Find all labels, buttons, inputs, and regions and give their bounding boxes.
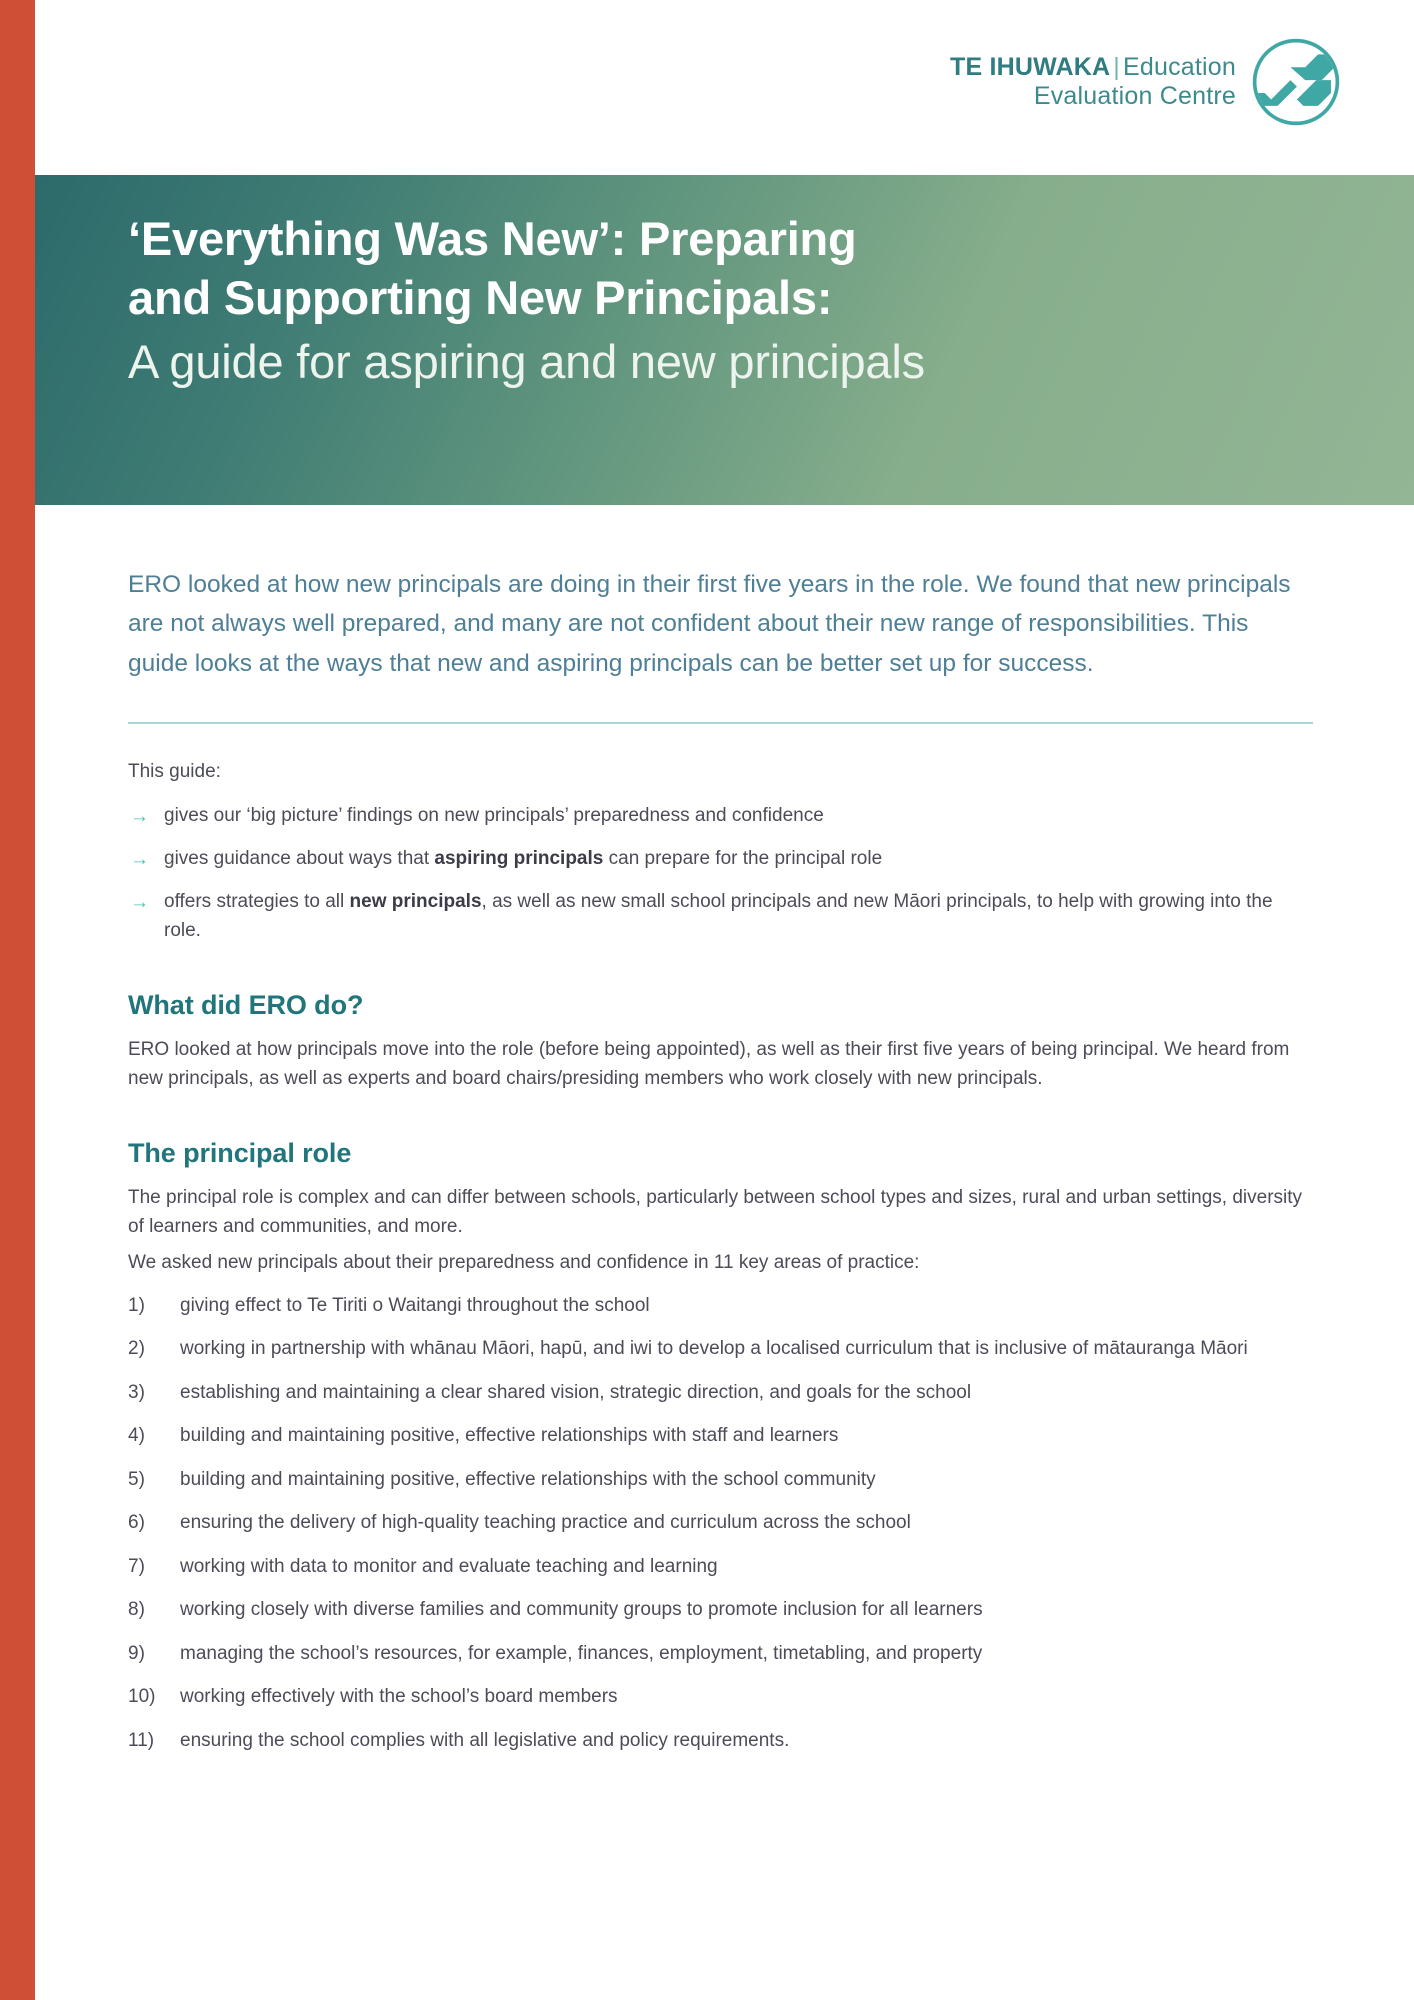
- table-row: [128, 1466, 1313, 1495]
- table-row: [128, 1379, 1313, 1408]
- bullet-text-bold: aspiring principals: [434, 847, 604, 869]
- horizontal-divider: [128, 722, 1313, 724]
- list-item-number: 4): [128, 1425, 145, 1447]
- bullet-text-post: can prepare for the principal role: [603, 847, 883, 869]
- list-item-number: 9): [128, 1642, 145, 1664]
- document-title-line-2: and Supporting New Principals:: [128, 271, 833, 325]
- list-item-text: giving effect to Te Tiriti o Waitangi throughout the school: [180, 1294, 650, 1316]
- list-item-number: 10): [128, 1686, 156, 1708]
- list-item-text: establishing and maintaining a clear shared vision, strategic direction, and goals for the school: [180, 1381, 972, 1403]
- list-item-number: 6): [128, 1512, 145, 1534]
- masthead-logo: [950, 36, 1342, 128]
- list-item-text: working closely with diverse families and community groups to promote inclusion for all learners: [180, 1599, 983, 1621]
- table-row: [128, 1292, 1313, 1321]
- bullet-text-post: , as well as new small school principals and new Māori principals, to help with growing into the role.: [164, 890, 1273, 941]
- guide-lead-in: This guide:: [128, 760, 221, 782]
- title-banner-content: [128, 209, 1374, 393]
- list-item-number: 7): [128, 1555, 145, 1577]
- guide-bullet-list: [128, 802, 1313, 946]
- intro-paragraph: ERO looked at how new principals are doing in their first five years in the role. We found that new principals are not always well prepared, and many are not confident about their new range of responsibilities. This guide looks at the ways that new and aspiring principals can be better set up for success.: [128, 570, 1291, 677]
- logo-org-prefix: TE IHUWAKA: [949, 52, 1111, 81]
- document-subtitle: A guide for aspiring and new principals: [128, 335, 925, 389]
- list-item-number: 11): [128, 1729, 155, 1751]
- table-row: [128, 1553, 1313, 1582]
- principal-role-paragraph-1: The principal role is complex and can differ between schools, particularly between school types and sizes, rural and urban settings, diversity of learners and communities, and more.: [128, 1186, 1303, 1238]
- arrow-bullet-icon: →: [130, 806, 149, 828]
- left-edge-stripe: [0, 0, 35, 2000]
- section-heading-what-did-ero-do: What did ERO do?: [128, 989, 364, 1020]
- bullet-text-bold: new principals: [349, 890, 482, 912]
- arrow-bullet-icon: →: [130, 848, 149, 870]
- table-row: [128, 1596, 1313, 1625]
- principal-role-paragraph-2: We asked new principals about their preparedness and confidence in 11 key areas of practice:: [128, 1252, 920, 1274]
- table-row: [128, 1683, 1313, 1712]
- list-item-text: working in partnership with whānau Māori, hapū, and iwi to develop a localised curriculum that is inclusive of mātauranga Māori: [180, 1338, 1248, 1360]
- list-item-text: building and maintaining positive, effective relationships with staff and learners: [180, 1425, 839, 1447]
- table-row: [128, 1335, 1313, 1364]
- logo-line-1: [950, 53, 1236, 83]
- list-item-text: managing the school’s resources, for example, finances, employment, timetabling, and property: [180, 1642, 983, 1664]
- logo-wordmark: [950, 53, 1236, 112]
- list-item-text: ensuring the delivery of high-quality teaching practice and curriculum across the school: [180, 1512, 911, 1534]
- bullet-text-pre: gives our ‘big picture’ findings on new principals’ preparedness and confidence: [164, 805, 824, 827]
- bullet-text-pre: gives guidance about ways that: [164, 847, 435, 869]
- document-page: [35, 0, 1414, 2000]
- table-row: [128, 1727, 1313, 1756]
- list-item-text: ensuring the school complies with all legislative and policy requirements.: [180, 1729, 790, 1751]
- logo-line-2: Evaluation Centre: [1033, 82, 1236, 110]
- list-item: [128, 802, 1313, 831]
- title-banner: [35, 175, 1414, 505]
- section-heading-the-principal-role: The principal role: [128, 1137, 352, 1168]
- list-item: [128, 845, 1313, 874]
- document-body: [128, 540, 1313, 1770]
- list-item-text: working with data to monitor and evaluate teaching and learning: [180, 1555, 718, 1577]
- what-did-ero-do-paragraph: ERO looked at how principals move into the role (before being appointed), as well as their first five years of being principal. We heard from new principals, as well as experts and board chairs/presiding members who work closely with new principals.: [128, 1038, 1290, 1090]
- list-item-number: 2): [128, 1338, 145, 1360]
- list-item-number: 1): [128, 1294, 145, 1316]
- list-item-number: 5): [128, 1468, 145, 1490]
- list-item-text: working effectively with the school’s board members: [180, 1686, 618, 1708]
- arrow-bullet-icon: →: [130, 891, 149, 913]
- table-row: [128, 1640, 1313, 1669]
- list-item-number: 8): [128, 1599, 145, 1621]
- table-row: [128, 1509, 1313, 1538]
- table-row: [128, 1422, 1313, 1451]
- document-title-line-1: ‘Everything Was New’: Preparing: [128, 212, 857, 265]
- bullet-text-pre: offers strategies to all: [164, 890, 350, 912]
- logo-separator: |: [1113, 52, 1120, 81]
- waka-circle-logo-icon: [1250, 36, 1342, 128]
- list-item-text: building and maintaining positive, effective relationships with the school community: [180, 1468, 876, 1490]
- logo-org-suffix: Education: [1123, 52, 1236, 81]
- list-item-number: 3): [128, 1381, 145, 1403]
- key-areas-of-practice-list: [128, 1292, 1313, 1756]
- list-item: [128, 888, 1313, 946]
